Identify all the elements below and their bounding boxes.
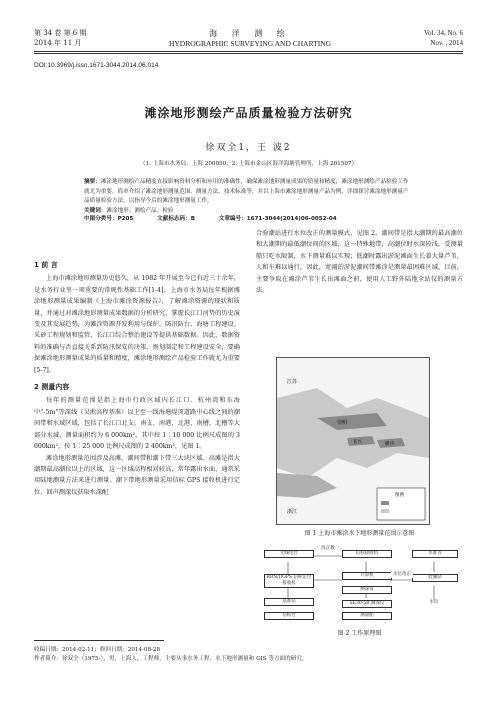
box-radio: 无线电台: [264, 550, 314, 558]
section-2-heading: 2 测量内容: [34, 383, 70, 392]
affiliation: （1. 上海市水务局，上海 200050；2. 上海市金山区海洋海塘管理所，上海 201507）: [139, 161, 358, 167]
abstract-label: 摘要：: [84, 179, 101, 185]
section-1-heading: 1 前 言: [34, 261, 58, 269]
author-bio: 作者简介：徐双全（1975-），男，上海人，工程师，主要从事水务工程、水下地形测量和 GIS 等方面的研究。: [34, 656, 308, 662]
section-2-paragraph-2: 滩涂地形测量范围涉及高滩、潮间带和潮下带三大块区域。高滩是指大潮期最高潮位以上的区域，这一区域高程相对较高，常年露出水面，通常采用陆地测量方法来进行测量。潮下带地形测量采用信标 GPS 接收机进行定位，回声测深仪获取水深配: [34, 454, 240, 496]
volume-issue-en: Vol. 34, No. 6: [423, 29, 463, 37]
map-legend-title: 图例: [395, 493, 404, 498]
left-column: [34, 256, 240, 498]
box-benchmark: 水准点: [412, 550, 458, 558]
keywords-label: 关键词：: [84, 207, 107, 214]
box-water-level: 水位: [412, 600, 456, 606]
legend-swatch-1: [381, 501, 389, 505]
map-label-hengsha: 横沙: [385, 442, 394, 447]
header-rule-2: [34, 53, 463, 54]
survey-area-map: [276, 357, 430, 525]
figure-1-caption: 图 1 上海市滩涂水下地形测量范围示意图: [304, 530, 415, 537]
label-correction: 改正数: [316, 546, 340, 552]
received-date: 收稿日期：2014-02-11；修回日期：2014-08-28: [34, 647, 161, 653]
journal-volume-info-en: [424, 28, 463, 48]
journal-name-cn: 海 洋 测 绘: [209, 29, 291, 38]
abstract: [84, 178, 414, 216]
header-rule: [34, 51, 463, 52]
journal-volume-info: [34, 28, 87, 48]
journal-name-en: HYDROGRAPHIC SURVEYING AND CHARTING: [168, 39, 332, 48]
workflow-diagram: [256, 546, 462, 624]
abstract-text: 滩涂地形测绘产品精度直接影响资料分析和应用的准确性，确保滩涂地形测量成果的质量和精度，滩涂地形测绘产品检验工作就尤为重要。简单介绍了滩涂地形测量范围、测量方法、技术标准等，并以上海市滩涂地形测量产品为例，详细探讨滩涂地形测量产品质量检验方法，以指导今后的滩涂地形测量工作。: [84, 179, 409, 205]
journal-name: [140, 28, 360, 48]
article-number: 文章编号：1671-3044(2014)06-0052-04: [218, 216, 337, 222]
authors: 徐双全1，王 波2: [205, 143, 292, 153]
map-label-changxing: 长兴: [353, 440, 362, 445]
map-label-jiangsu: 江苏: [287, 379, 298, 385]
issue-date: 2014 年 11 月: [34, 39, 82, 47]
doi: DOI:10.3969/j.issn.1671-3044.2014.06.014: [34, 62, 159, 69]
box-computer: 计算机: [342, 572, 392, 580]
right-paragraph: 合验潮站进行水位改正的测量模式，见图 2。潮间带是指大潮期的最高潮位和大潮期的最低潮位间的区域，这一特殊地带，高潮位时水深较浅，受测量船只吃水限制，水下测量难以实现；低潮时露出淤泥滩面生长着大量芦苇，人和车难以通行，因此，宽阔的淤泥潮间带滩涂是测量最困难区域。目前，主要争取在滩涂芦苇生长出滩面之前，使用人工野外陆地全站仪的测量方法。: [256, 230, 463, 295]
hangzhou-bay: [277, 473, 337, 498]
footnote-rule: [34, 640, 164, 641]
right-column: [256, 228, 463, 296]
classification-info: [84, 214, 424, 222]
box-beacon-station: 信标台: [264, 612, 314, 620]
legend-swatch-2: [381, 509, 389, 513]
clc-number: 中图分类号：P205: [84, 216, 134, 222]
box-beacon-receiver: 信标接收机: [342, 550, 392, 558]
box-rbn-receiver: RBN/DGPS 信标定位接收机: [264, 574, 314, 588]
box-survey-ship: 测量船: [342, 612, 392, 620]
box-se30: SE30-5B 测深仪: [342, 600, 392, 608]
document-code: 文献标志码：B: [157, 216, 195, 222]
footnotes: [34, 646, 463, 664]
paper-title: 滩涂地形测绘产品质量检验方法研究: [144, 106, 353, 120]
box-echo-sounder: 测深仪: [342, 586, 392, 594]
keywords: 滩涂地形；测绘产品；检验: [106, 207, 174, 214]
map-label-chongming: 崇明: [337, 420, 348, 426]
issue-date-en: Nov. , 2014: [430, 39, 463, 47]
label-level-correction: 水位改正: [393, 572, 411, 577]
map-graphic: [277, 358, 429, 524]
section-1-paragraph: 上海市滩涂地形测量历史悠久，从 1982 年开展至今已有近三十余年，是水务行业里一项重要的常规性基础工作[1-4]。上海市水务局每年根据滩涂地形测量成果编制《上海市滩涂资源报告》，了解滩涂资源的现状和质量，并通过对滩涂地形测量成果数据的分析研究，掌握长江口河势的历史演变及其发展趋势，为滩涂资源开发利用与保护、防汛防台、海塘工程建设、采砂工程规划和监管、长江口综合整治建设等提供基础数据。因此，数据资料的准确与否直接关系到防汛保安的决策、规划制定和工程建设安全，要确保滩涂地形测量成果的质量和精度，滩涂地形测绘产品检验工作就尤为重要[5-7]。: [34, 275, 240, 374]
volume-issue: 第 34 卷 第 6 期: [34, 29, 87, 37]
box-tide-station: 验潮站: [412, 574, 458, 582]
section-2-paragraph-1: 每年的测量范围是指上海市行政区域内长江口、杭州湾和东海中“-5m”等深线（吴淞高程基准）以上至一线海塘堤顶道路中心线之间的潮间带和水域区域，包括了长江口北支、南支、南港、北港、南槽、北槽等大部分水域，测量面积约为 6 000km²，其中按 1∶10 000 比例尺成图的 3 600km²，按 1∶25 000 比例尺成图的 2 400km²，见图 1。: [34, 397, 240, 451]
box-base-station: 基准站: [264, 598, 314, 606]
estuary-water: [277, 388, 429, 478]
figure-2-caption: 图 2 工作原理图: [337, 630, 382, 637]
map-label-zhejiang: 浙江: [287, 509, 298, 515]
